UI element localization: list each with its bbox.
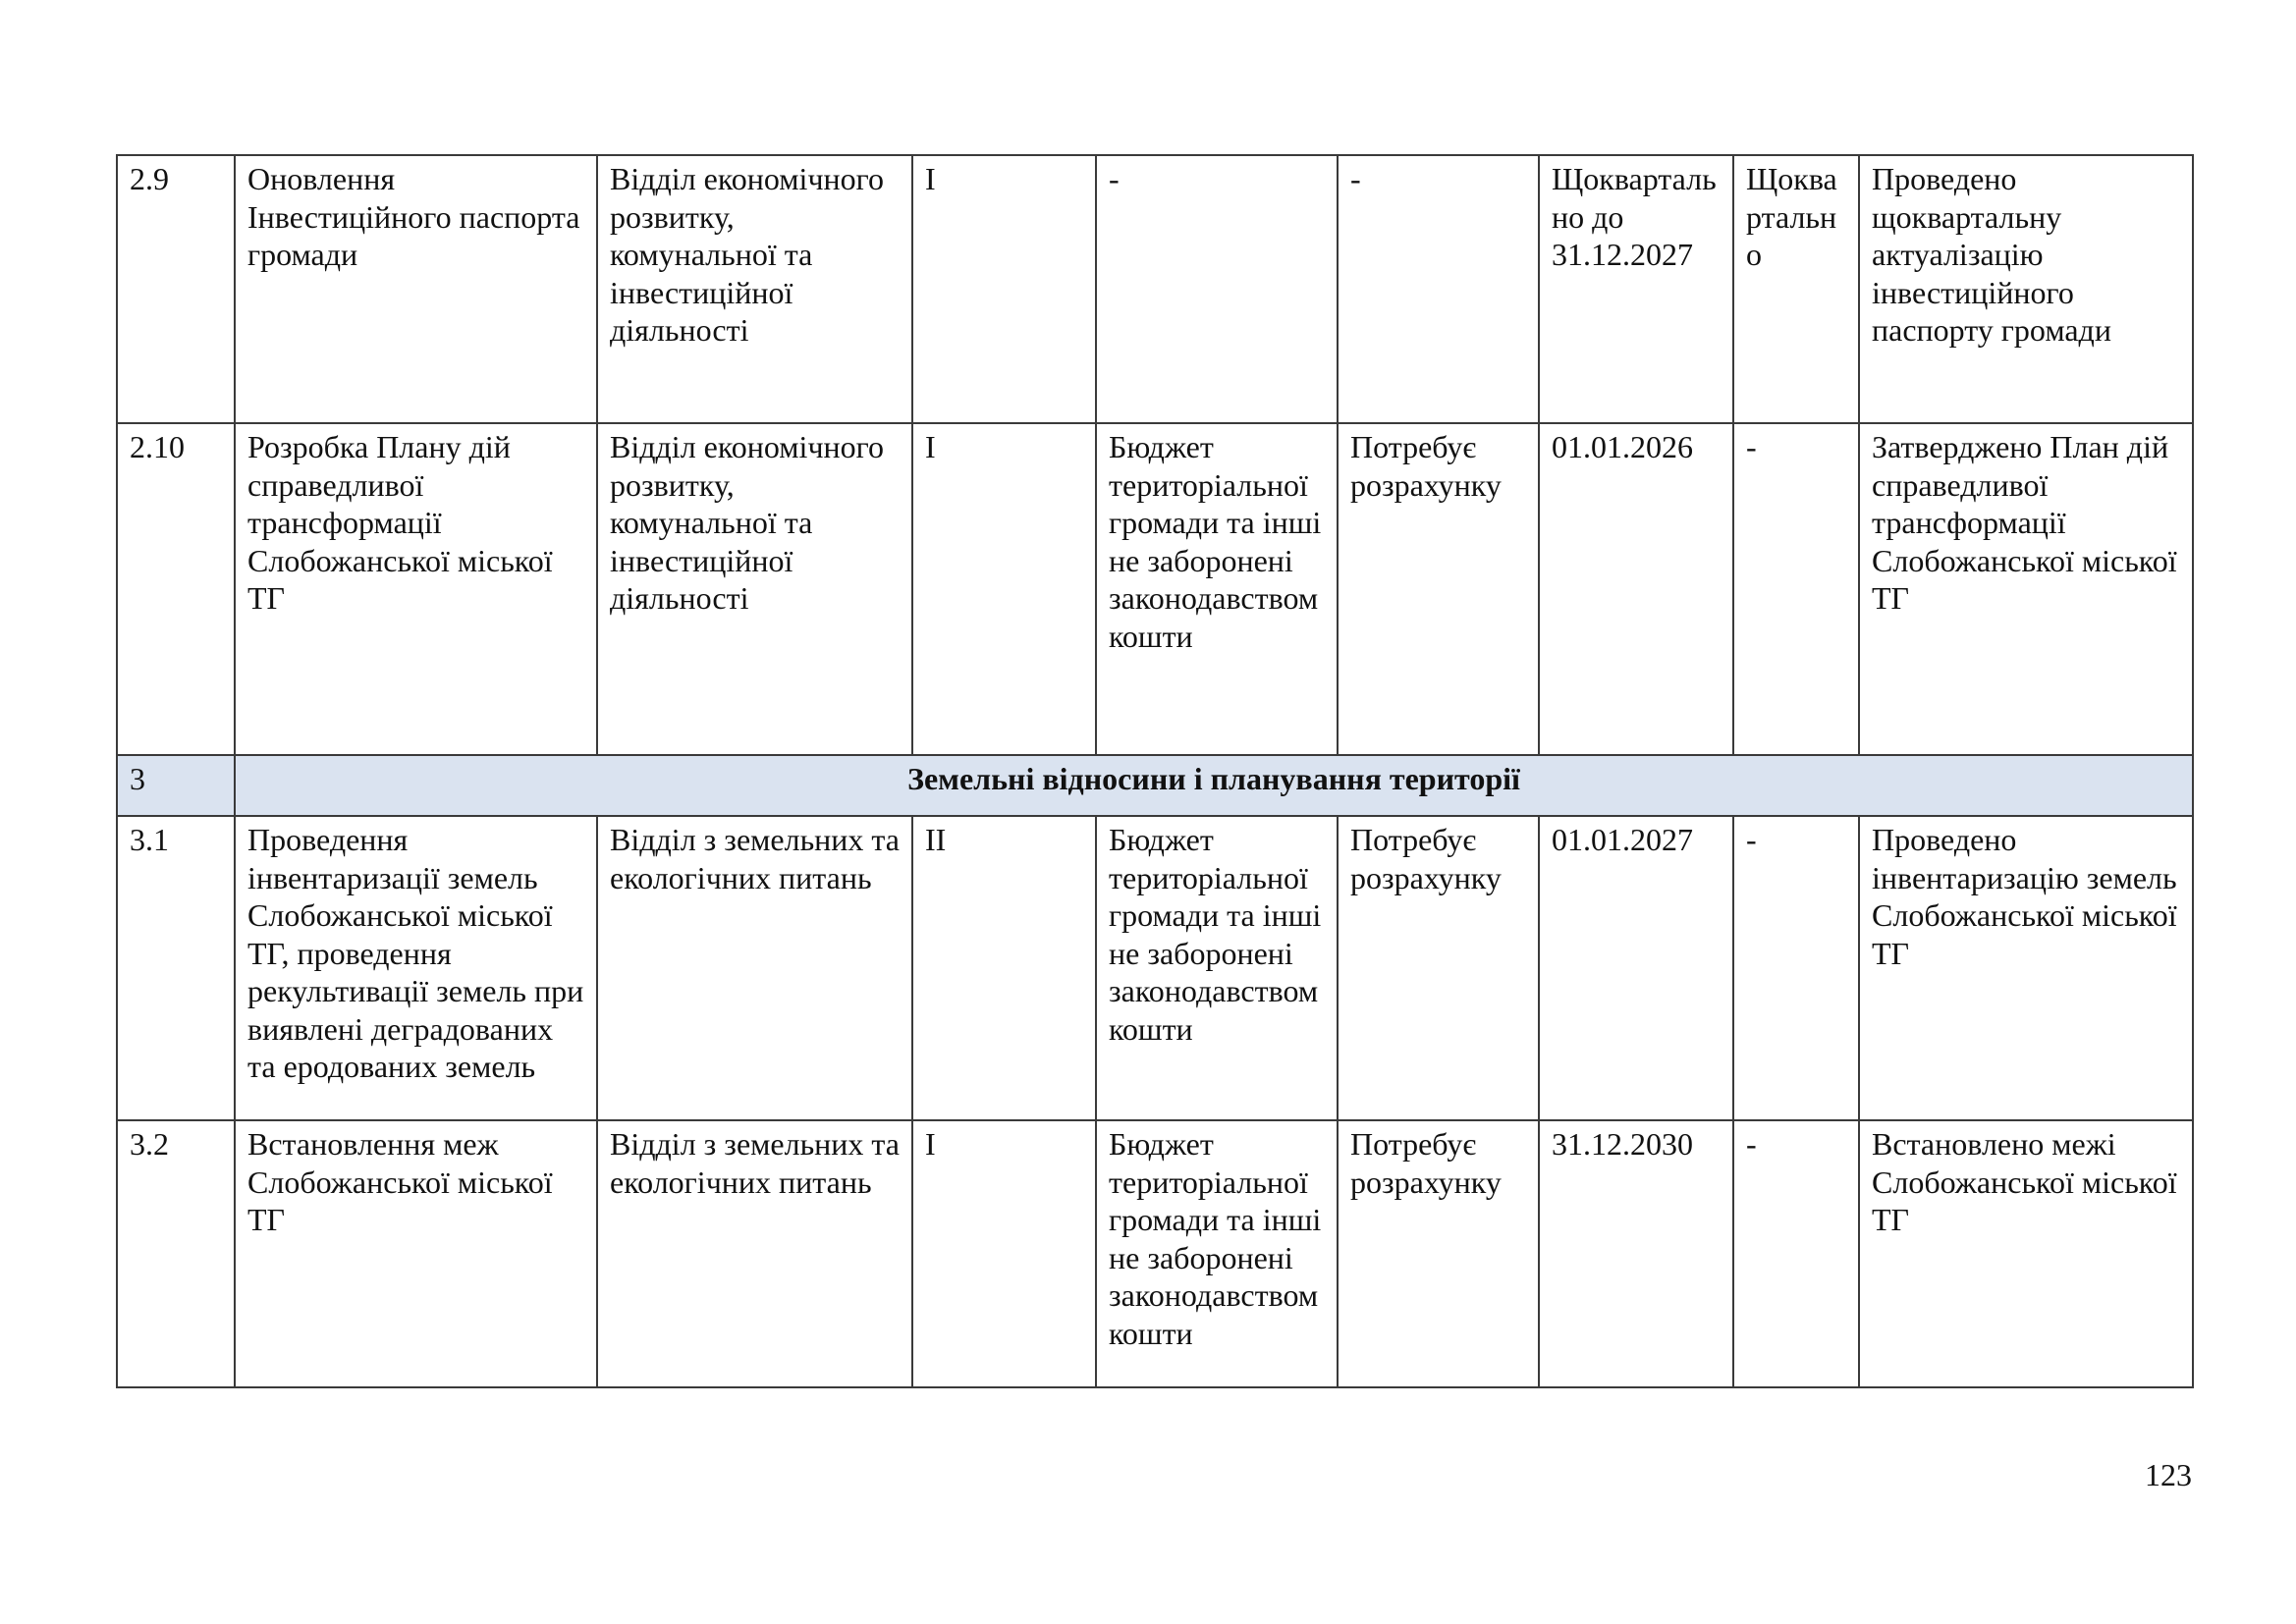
table-row bbox=[117, 423, 2193, 755]
measure-cell: Розробка Плану дій справедливої трансформації Слобожанської міської ТГ bbox=[235, 423, 597, 755]
funding-amount-cell: - bbox=[1338, 155, 1539, 423]
result-cell: Встановлено межі Слобожанської міської ТГ bbox=[1859, 1120, 2193, 1387]
term-cell: 01.01.2027 bbox=[1539, 816, 1733, 1120]
table-row bbox=[117, 1120, 2193, 1387]
measure-cell: Оновлення Інвестиційного паспорта громади bbox=[235, 155, 597, 423]
measure-cell: Проведення інвентаризації земель Слобожанської міської ТГ, проведення рекультивації земель при виявлені деградованих та еродованих земель bbox=[235, 816, 597, 1120]
period-cell: - bbox=[1733, 1120, 1859, 1387]
funding-amount-cell: Потребує розрахунку bbox=[1338, 423, 1539, 755]
term-cell: Щоквартально до 31.12.2027 bbox=[1539, 155, 1733, 423]
period-cell: - bbox=[1733, 816, 1859, 1120]
executor-cell: Відділ економічного розвитку, комунальної та інвестиційної діяльності bbox=[597, 155, 912, 423]
funding-source-cell: Бюджет територіальної громади та інші не заборонені законодавством кошти bbox=[1096, 816, 1338, 1120]
section-number-cell: 3 bbox=[117, 755, 235, 816]
section-header-row bbox=[117, 755, 2193, 816]
executor-cell: Відділ з земельних та екологічних питань bbox=[597, 816, 912, 1120]
funding-source-cell: Бюджет територіальної громади та інші не заборонені законодавством кошти bbox=[1096, 1120, 1338, 1387]
executor-cell: Відділ економічного розвитку, комунальної та інвестиційної діяльності bbox=[597, 423, 912, 755]
funding-source-cell: - bbox=[1096, 155, 1338, 423]
term-cell: 01.01.2026 bbox=[1539, 423, 1733, 755]
priority-cell: І bbox=[912, 1120, 1096, 1387]
row-number-cell: 3.1 bbox=[117, 816, 235, 1120]
table-row bbox=[117, 155, 2193, 423]
period-cell: Щоквартально bbox=[1733, 155, 1859, 423]
funding-source-cell: Бюджет територіальної громади та інші не заборонені законодавством кошти bbox=[1096, 423, 1338, 755]
executor-cell: Відділ з земельних та екологічних питань bbox=[597, 1120, 912, 1387]
row-number-cell: 2.9 bbox=[117, 155, 235, 423]
priority-cell: ІІ bbox=[912, 816, 1096, 1120]
result-cell: Проведено щоквартальну актуалізацію інвестиційного паспорту громади bbox=[1859, 155, 2193, 423]
funding-amount-cell: Потребує розрахунку bbox=[1338, 816, 1539, 1120]
section-title: Земельні відносини і планування території bbox=[235, 755, 2193, 816]
priority-cell: І bbox=[912, 155, 1096, 423]
result-cell: Затверджено План дій справедливої трансформації Слобожанської міської ТГ bbox=[1859, 423, 2193, 755]
page-number: 123 bbox=[2145, 1457, 2192, 1492]
priority-cell: І bbox=[912, 423, 1096, 755]
row-number-cell: 3.2 bbox=[117, 1120, 235, 1387]
term-cell: 31.12.2030 bbox=[1539, 1120, 1733, 1387]
table-row bbox=[117, 816, 2193, 1120]
measure-cell: Встановлення меж Слобожанської міської ТГ bbox=[235, 1120, 597, 1387]
row-number-cell: 2.10 bbox=[117, 423, 235, 755]
result-cell: Проведено інвентаризацію земель Слобожанської міської ТГ bbox=[1859, 816, 2193, 1120]
funding-amount-cell: Потребує розрахунку bbox=[1338, 1120, 1539, 1387]
action-plan-table bbox=[116, 154, 2194, 1388]
period-cell: - bbox=[1733, 423, 1859, 755]
